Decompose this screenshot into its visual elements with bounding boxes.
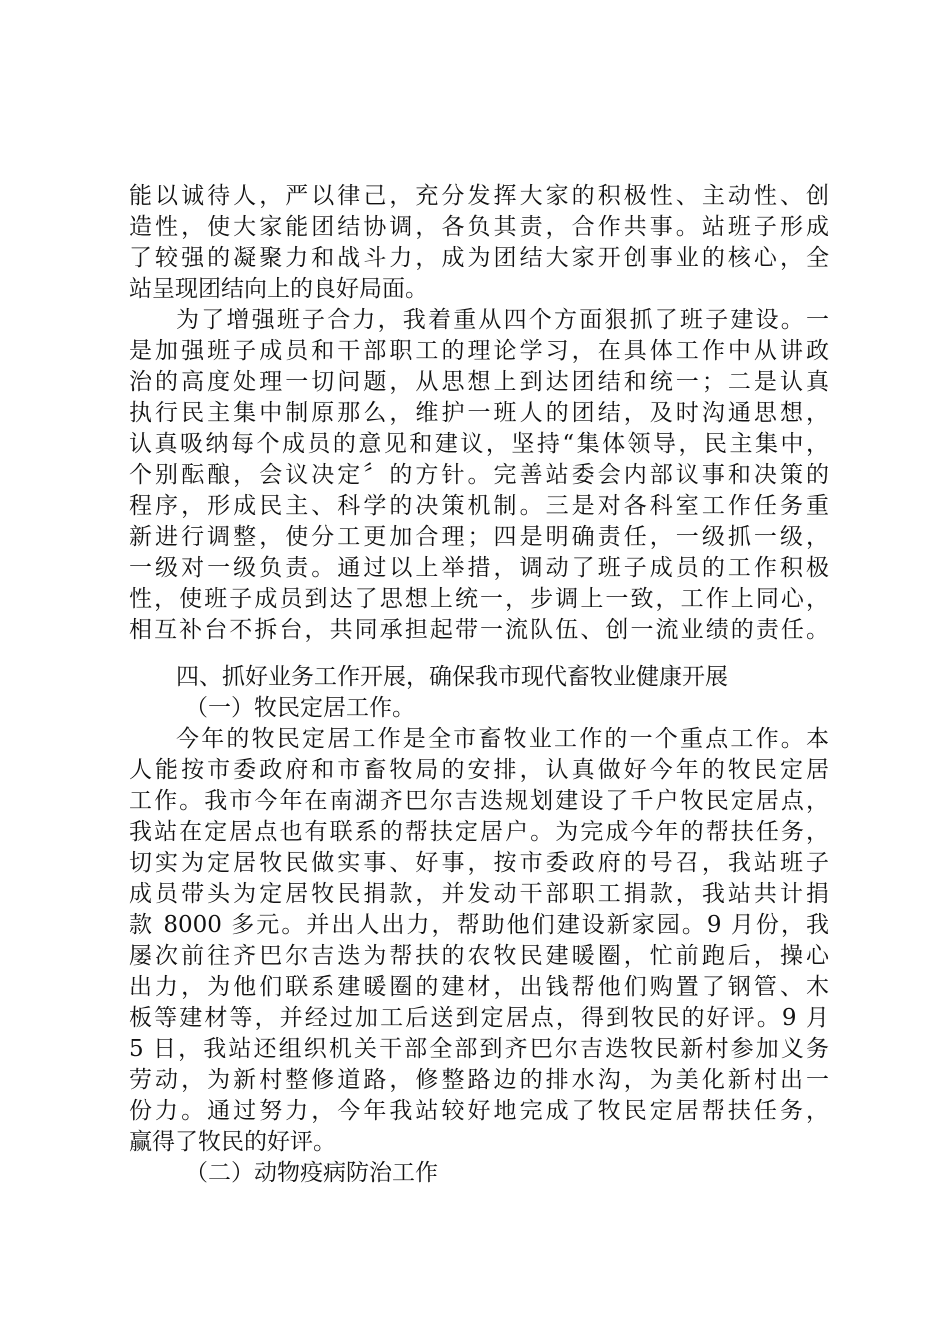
para3-line-12: 劳动，为新村整修道路，修整路边的排水沟，为美化新村出一 [129, 1067, 829, 1093]
para3-line-10: 板等建材等，并经过加工后送到定居点，得到牧民的好评。9 月 [129, 1005, 829, 1031]
para2-line-2: 是加强班子成员和干部职工的理论学习，在具体工作中从讲政 [129, 338, 829, 364]
para3-line-11: 5 日，我站还组织机关干部全部到齐巴尔吉迭牧民新村参加义务 [129, 1036, 829, 1062]
para3-line-7: 款 8000 多元。并出人出力，帮助他们建设新家园。9 月份，我 [129, 912, 829, 938]
para1-line-3: 了较强的凝聚力和战斗力，成为团结大家开创事业的核心，全 [129, 245, 829, 271]
para3-line-8: 屡次前往齐巴尔吉迭为帮扶的农牧民建暖圈，忙前跑后，操心 [129, 943, 829, 969]
para2-line-1: 为了增强班子合力，我着重从四个方面狠抓了班子建设。一 [176, 307, 829, 333]
section-heading-4: 四、抓好业务工作开展，确保我市现代畜牧业健康开展 [176, 664, 728, 690]
para1-line-2: 造性，使大家能团结协调，各负其责，合作共事。站班子形成 [129, 214, 829, 240]
para3-line-9: 出力，为他们联系建暖圈的建材，出钱帮他们购置了钢管、木 [129, 974, 829, 1000]
para3-line-4: 我站在定居点也有联系的帮扶定居户。为完成今年的帮扶任务， [129, 819, 829, 845]
para2-line-9: 一级对一级负责。通过以上举措，调动了班子成员的工作积极 [129, 555, 829, 581]
para2-line-3: 治的高度处理一切问题，从思想上到达团结和统一；二是认真 [129, 369, 829, 395]
para3-line-13: 份力。通过努力，今年我站较好地完成了牧民定居帮扶任务， [129, 1098, 829, 1124]
subheading-2: （二）动物疫病防治工作 [185, 1160, 438, 1186]
para2-line-11: 相互补台不拆台，共同承担起带一流队伍、创一流业绩的责任。 [129, 617, 829, 643]
para3-line-1: 今年的牧民定居工作是全市畜牧业工作的一个重点工作。本 [176, 726, 829, 752]
para2-line-10: 性，使班子成员到达了思想上统一，步调上一致，工作上同心， [129, 586, 829, 612]
para3-line-2: 人能按市委政府和市畜牧局的安排，认真做好今年的牧民定居 [129, 757, 829, 783]
para3-line-3: 工作。我市今年在南湖齐巴尔吉迭规划建设了千户牧民定居点， [129, 788, 829, 814]
para1-line-4: 站呈现团结向上的良好局面。 [129, 276, 428, 302]
para1-line-1: 能以诚待人，严以律己，充分发挥大家的积极性、主动性、创 [129, 183, 829, 209]
para3-line-5: 切实为定居牧民做实事、好事，按市委政府的号召，我站班子 [129, 850, 829, 876]
para3-line-6: 成员带头为定居牧民捐款，并发动干部职工捐款，我站共计捐 [129, 881, 829, 907]
para3-line-14: 赢得了牧民的好评。 [129, 1129, 336, 1155]
para2-line-8: 新进行调整，使分工更加合理；四是明确责任，一级抓一级， [129, 524, 829, 550]
para2-line-7: 程序，形成民主、科学的决策机制。三是对各科室工作任务重 [129, 493, 829, 519]
subheading-1: （一）牧民定居工作。 [185, 695, 415, 721]
para2-line-5: 认真吸纳每个成员的意见和建议，坚持“集体领导，民主集中， [129, 431, 829, 457]
para2-line-4: 执行民主集中制原那么，维护一班人的团结，及时沟通思想， [129, 400, 829, 426]
para2-line-6: 个别酝酿，会议决定〞的方针。完善站委会内部议事和决策的 [129, 462, 829, 488]
